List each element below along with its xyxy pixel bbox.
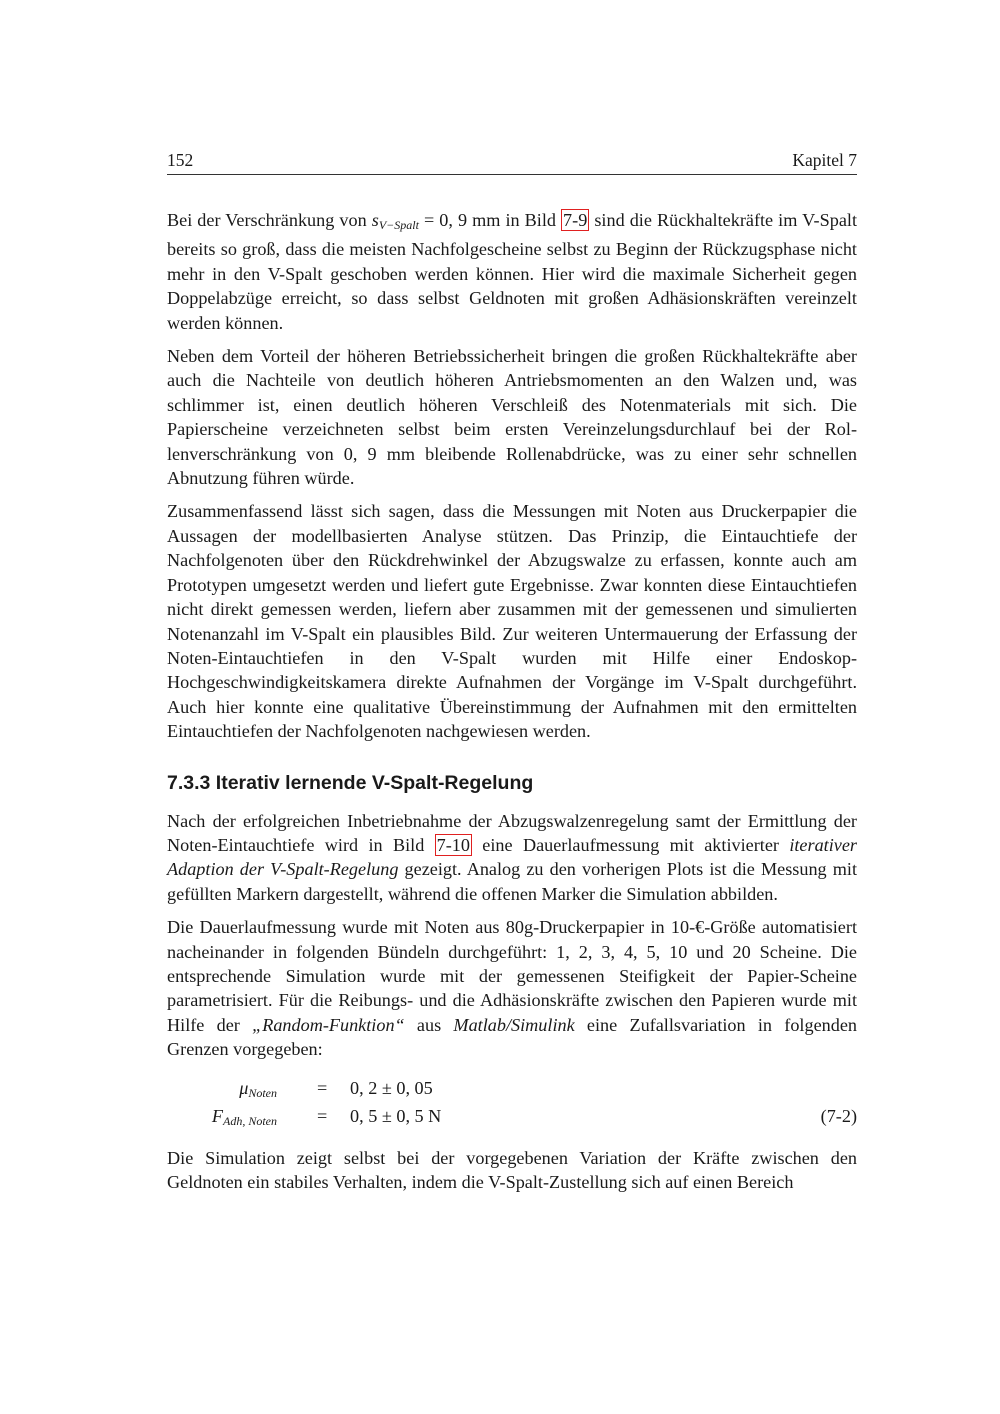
body-text <box>167 208 857 1203</box>
eq2-sub: Adh, Noten <box>223 1113 277 1128</box>
eq1-equals: = <box>317 1077 328 1098</box>
eq2-rhs: 0, 5 ± 0, 5 N <box>350 1105 442 1126</box>
eq1-rhs: 0, 2 ± 0, 05 <box>350 1077 433 1098</box>
paragraph-2: Neben dem Vorteil der höheren Betriebssicherheit bringen die großen Rückhaltekräfte aber auch die Nachteile von deutlich höheren Antriebsmomenten an den Walzen und, was schlimmer ist, einen deutlich höheren Verschleiß des Notenmaterials mit sich. Die Papierscheine verzeichneten selbst beim ersten Vereinzelungsdurchlauf bei der Rollenverschränkung von 0, 9 mm bleibende Rollenabdrücke, was zu einer sehr schnellen Abnutzung führen würde. <box>167 346 857 489</box>
p5-emphasis-matlab: Matlab/Simulink <box>453 1014 575 1035</box>
eq1-lhs <box>239 1078 277 1101</box>
p4-text-c: gezeigt. Analog zu den vorherigen Plots ist die Messung mit gefüllten Markern dargestellt, während die offenen Marker die Simulation abbilden. <box>167 859 858 904</box>
equation-7-2 <box>167 1078 857 1136</box>
eq1-sub: Noten <box>248 1085 277 1100</box>
p5-text-a: Die Dauerlaufmessung wurde mit Noten aus 80g-Druckerpapier in 10-€-Größe automatisiert nacheinander in folgenden Bündeln durchgeführt: 1, 2, 3, 4, 5, 10 und 20 Scheine. Die entsprechende Simulation wurde mit der gemessenen Steifigkeit der Papier-Scheine parametrisiert. Für die Reibungs- und die Adhäsionskräfte zwischen den Papieren wurde mit Hilfe der <box>167 917 857 1035</box>
p5-emphasis-random: „Random-Funktion“ <box>252 1014 405 1035</box>
p4-text-b: eine Dauerlaufmessung mit aktivierter <box>471 834 790 855</box>
eq2-lhs <box>212 1106 277 1129</box>
math-sub: V−Spalt <box>378 218 419 232</box>
p1-text-c: sind die Rückhaltekräfte im V-Spalt bereits so groß, dass die meisten Nachfolgescheine selbst zu Beginn der Rückzugsphase nicht mehr in den V-Spalt geschoben werden können. Hier wird die maximale Sicherheit gegen Doppelabzüge erreicht, so dass selbst Geldnoten mit großen Adhäsionskräften vereinzelt werden können. <box>167 210 858 333</box>
p1-text-a: Bei der Verschränkung von <box>167 210 372 230</box>
paragraph-1 <box>167 208 857 335</box>
eq2-symbol: F <box>211 1105 223 1126</box>
paragraph-4 <box>167 809 857 907</box>
figure-ref-7-9[interactable]: 7-9 <box>563 210 588 230</box>
paragraph-5 <box>167 915 857 1061</box>
eq1-symbol: μ <box>239 1077 249 1098</box>
page-number: 152 <box>167 150 194 170</box>
p1-text-b: = 0, 9 mm in Bild <box>418 210 562 230</box>
equation-number: (7-2) <box>820 1105 857 1126</box>
p4-text-a: Nach der erfolgreichen Inbetriebnahme der Abzugswalzenregelung samt der Ermittlung der Noten-Eintauchtiefe wird in Bild <box>167 810 857 855</box>
section-heading: 7.3.3 Iterativ lernende V-Spalt-Regelung <box>167 771 534 794</box>
p5-text-b: aus <box>404 1014 454 1035</box>
eq2-equals: = <box>317 1105 328 1126</box>
math-var: s <box>371 210 379 230</box>
paragraph-6: Die Simulation zeigt selbst bei der vorgegebenen Variation der Kräfte zwischen den Geldnoten ein stabiles Verhalten, indem die V-Spalt-Zustellung sich auf einen Bereich <box>167 1147 857 1192</box>
chapter-label: Kapitel 7 <box>792 150 857 170</box>
paragraph-3: Zusammenfassend lässt sich sagen, dass die Messungen mit Noten aus Druckerpapier die Aussagen der modellbasierten Analyse stützen. Das Prinzip, die Eintauchtiefe der Nachfolgenoten über den Rückdrehwinkel der Abzugswalze zu erfassen, konnte auch am Prototypen umgesetzt werden und liefert gute Ergebnisse. Zwar konnten diese Eintauchtiefen nicht direkt gemessen werden, liefern aber zusammen mit der gemessenen und simulierten Notenanzahl im V-Spalt ein plausibles Bild. Zur weiteren Untermauerung der Erfassung der Noten-Eintauchtiefen in den V-Spalt wurden mit Hilfe einer Endoskop-Hochgeschwindigkeitskamera direkte Aufnahmen der Vorgänge im V-Spalt durchgeführt. Auch hier konnte eine qualitative Übereinstimmung der Aufnahmen mit den ermittelten Eintauchtiefen der Nachfolgenoten nachgewiesen werden. <box>167 501 857 742</box>
p4-emphasis: iterativer Adaption der V-Spalt-Regelung <box>167 834 857 880</box>
equation-line-2 <box>167 1106 857 1132</box>
math-s-vspalt <box>372 210 419 230</box>
equation-line-1 <box>167 1078 857 1104</box>
p5-text-c: eine Zufallsvariation in folgenden Grenzen vorgegeben: <box>167 1014 857 1060</box>
running-header <box>167 150 857 175</box>
figure-ref-7-10[interactable]: 7-10 <box>436 834 470 855</box>
